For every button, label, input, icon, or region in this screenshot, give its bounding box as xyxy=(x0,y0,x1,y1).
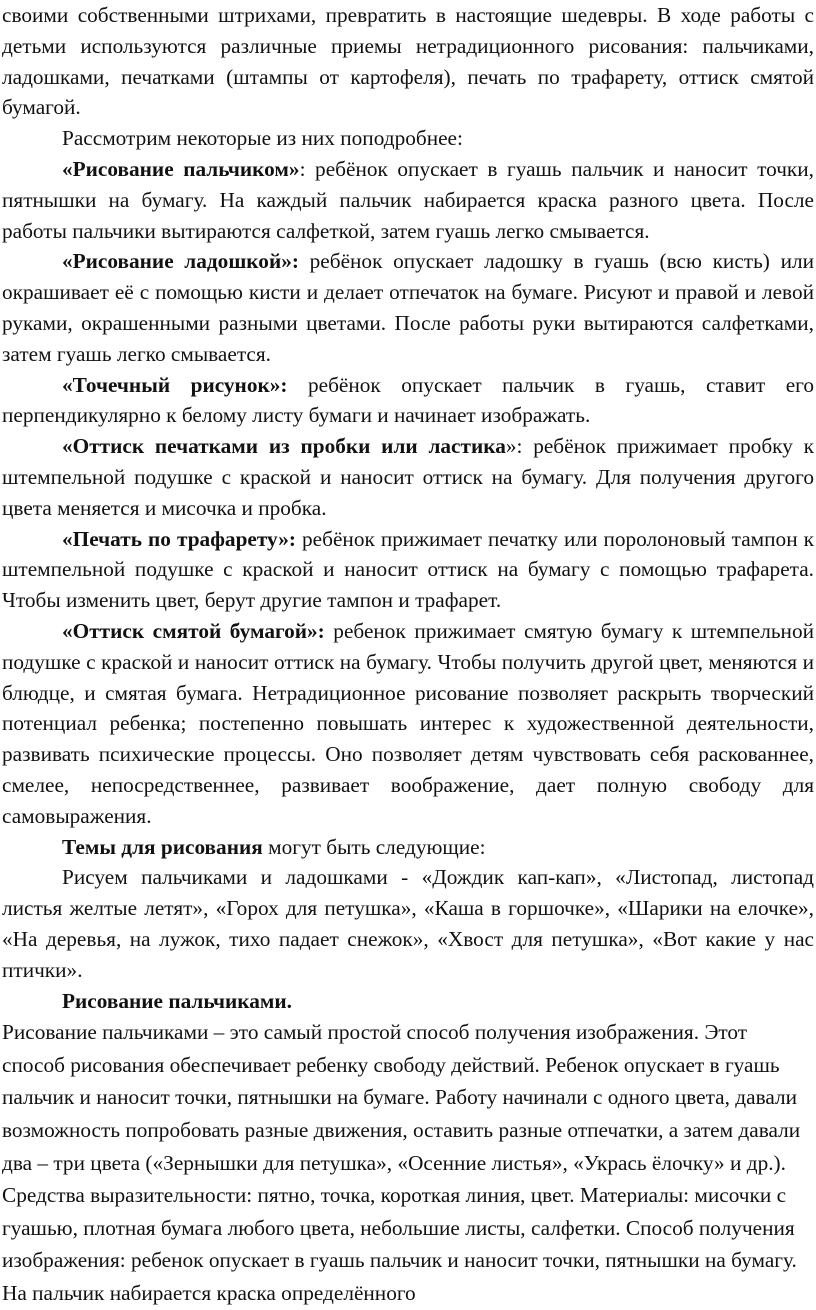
paragraph-finger-section: Рисование пальчиками – это самый простой способ получения изображения. Этот способ рисования обеспечивает ребенку свободу действий. Ребенок опускает в гуашь пальчик и наносит точки, пятнышки на бумаге. Работу начинали с одного цвета, давали возможность попробовать разные движения, оставить разные отпечатки, а затем давали два – три цвета («Зернышки для петушка», «Осенние листья», «Укрась ёлочку» и др.). Средства выразительности: пятно, точка, короткая линия, цвет. Материалы: мисочки с гуашью, плотная бумага любого цвета, небольшие листы, салфетки. Способ получения изображения: ребенок опускает в гуашь пальчик и наносит точки, пятнышки на бумагу. На пальчик набирается краска определённого xyxy=(2,1020,801,1306)
term-cork-print: «Оттиск печатками из пробки или ластика xyxy=(62,434,506,459)
paragraph-intro: Рассмотрим некоторые из них поподробнее: xyxy=(62,126,463,151)
paragraph-stencil-print xyxy=(2,524,814,616)
text-palm-painting: ребёнок опускает ладошку в гуашь (всю кисть) или окрашивает её с помощью кисти и делает отпечаток на бумаге. Рисуют и правой и левой руками, окрашенными разными цветами. После работы руки вытираются салфетками, затем гуашь легко смывается. xyxy=(2,249,814,366)
term-stencil-print: «Печать по трафарету»: xyxy=(62,526,296,551)
text-crumpled-paper: ребенок прижимает смятую бумагу к штемпельной подушке с краской и наносит оттиск на бумагу. Чтобы получить другой цвет, меняются и блюдце, и смятая бумага. Нетрадиционное рисование позволяет раскрыть творческий потенциал ребенка; постепенно повышать интерес к художественной деятельности, развивать психические процессы. Оно позволяет детям чувствовать себя раскованнее, смелее, непосредственнее, развивает воображение, дает полную свободу для самовыражения. xyxy=(2,618,815,828)
text-stencil-print: ребёнок прижимает печатку или поролоновый тампон к штемпельной подушке с краской и наносит оттиск на бумагу с помощью трафарета. Чтобы изменить цвет, берут другие тампон и трафарет. xyxy=(2,526,814,613)
section-heading: Рисование пальчиками. xyxy=(62,988,292,1013)
paragraph-dot-drawing xyxy=(2,370,814,432)
paragraph-crumpled-paper xyxy=(2,616,814,832)
term-themes: Темы для рисования xyxy=(62,834,263,859)
paragraph-theme-list: Рисуем пальчиками и ладошками - «Дождик кап-кап», «Листопад, листопад листья желтые летят», «Горох для петушка», «Каша в горшочке», «Шарики на елочке», «На деревья, на лужок, тихо падает снежок», «Хвост для петушка», «Вот какие у нас птички». xyxy=(2,865,814,982)
term-crumpled-paper: «Оттиск смятой бумагой»: xyxy=(62,618,325,643)
paragraph-cork-print xyxy=(2,431,814,523)
text-themes: могут быть следующие: xyxy=(262,834,486,859)
text-dot-drawing: ребёнок опускает пальчик в гуашь, ставит его перпендикулярно к белому листу бумаги и начинает изображать. xyxy=(2,372,814,428)
paragraph-palm-painting xyxy=(2,246,814,369)
term-dot-drawing: «Точечный рисунок»: xyxy=(62,372,288,397)
paragraph-finger-painting xyxy=(2,154,814,246)
term-finger-painting: «Рисование пальчиком» xyxy=(62,156,300,181)
text-finger-painting: : ребёнок опускает в гуашь пальчик и наносит точки, пятнышки на бумагу. На каждый пальчик набирается краска разного цвета. После работы пальчики вытираются салфеткой, затем гуашь легко смывается. xyxy=(2,156,814,243)
paragraph-themes xyxy=(2,832,814,863)
paragraph-continuation: своими собственными штрихами, превратить в настоящие шедевры. В ходе работы с детьми используются различные приемы нетрадиционного рисования: пальчиками, ладошками, печатками (штампы от картофеля), печать по трафарету, оттиск смятой бумагой. xyxy=(2,3,814,120)
text-cork-print: »: ребёнок прижимает пробку к штемпельной подушке с краской и наносит оттиск на бумагу. Для получения другого цвета меняется и мисочка и пробка. xyxy=(2,434,814,520)
term-palm-painting: «Рисование ладошкой»: xyxy=(62,249,299,274)
